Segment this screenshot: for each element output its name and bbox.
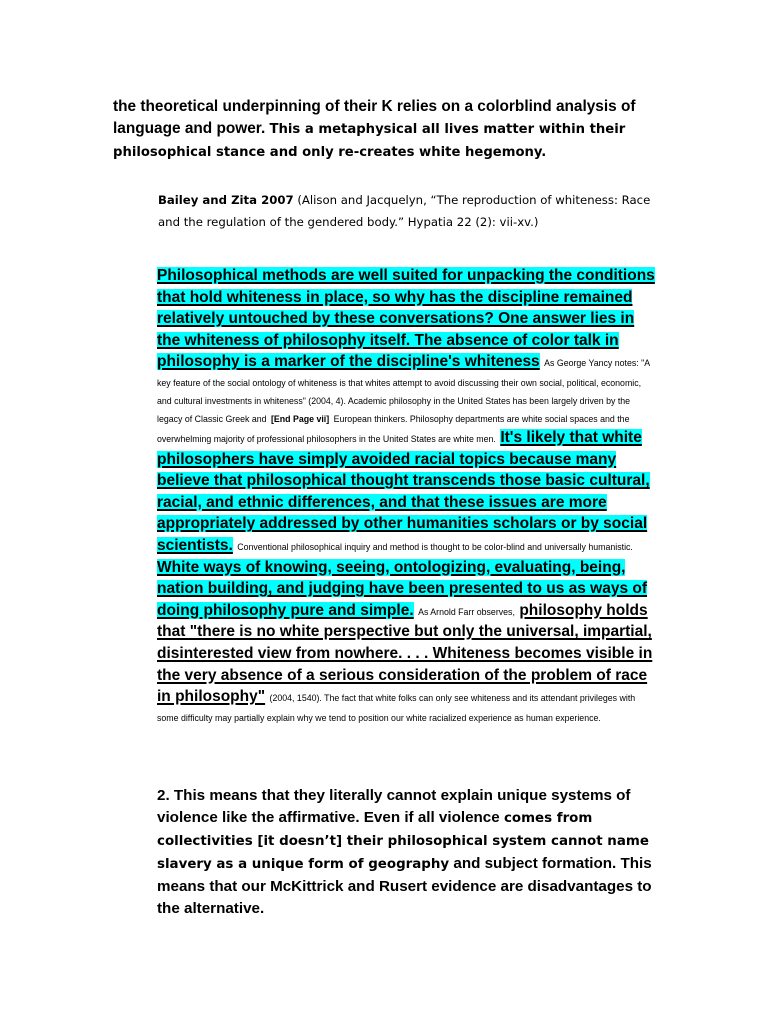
citation (158, 189, 658, 233)
citation-author: Bailey and Zita 2007 (158, 193, 294, 207)
small-text-4: (2004, 1540). The fact that white folks can only see whiteness and its attendant privileges with some difficulty may partially explain why we tend to position our white racialized experience as human experience. (157, 693, 636, 723)
card-body (157, 265, 657, 726)
small-text-1b: European thinkers. Philosophy departments are white social spaces and the overwhelming majority of professional philosophers in the United States are white men. (157, 413, 630, 444)
evidence-card (157, 265, 657, 726)
highlight-3: White ways of knowing, seeing, ontologizing, evaluating, being, nation building, and judging have been presented to us as ways of doing philosophy pure and simple. (157, 558, 648, 619)
highlight-2: It's likely that white philosophers have simply avoided racial topics because many believe that philosophical thought transcends those basic cultural, racial, and ethnic differences, and that these issues are more appropriately addressed by other humanities scholars or by social scientists. (157, 428, 650, 554)
citation-details: (Alison and Jacquelyn, “The reproduction of whiteness: Race and the regulation of the gendered body.” Hypatia 22 (2): vii-xv.) (158, 193, 651, 229)
highlight-1: Philosophical methods are well suited for unpacking the conditions that hold whiteness in place, so why has the discipline remained relatively untouched by these conversations? One answer lies in the whiteness of philosophy itself. The absence of color talk in philosophy is a marker of the discipline's whiteness (157, 267, 655, 371)
intro-tag: This a metaphysical all lives matter within their philosophical stance and only re-creates white hegemony. (113, 122, 626, 160)
point-two-b: comes from collectivities [it doesn’t] their philosophical system cannot name slavery as a unique form of geography (157, 811, 649, 872)
point-two-c: and subject formation. This means that our McKittrick and Rusert evidence are disadvantages to the alternative. (157, 855, 652, 917)
page-marker: [End Page vii] (270, 413, 330, 424)
point-two-a: 2. This means that they literally cannot explain unique systems of violence like the affirmative. Even if all violence (157, 787, 631, 826)
underlined-quote: philosophy holds that "there is no white perspective but only the universal, impartial, disinterested view from nowhere. . . . Whiteness becomes visible in the very absence of a serious consideration of the problem of race in philosophy" (157, 601, 653, 706)
small-text-1: As George Yancy notes: "A key feature of the social ontology of whiteness is that whites attempt to avoid discussing their own social, political, economic, and cultural investments in whiteness" (2004, 4). Academic philosophy in the United States has been largely driven by the legacy of Classic Greek and (157, 358, 650, 424)
small-text-3: As Arnold Farr observes, (418, 606, 515, 617)
intro-paragraph (113, 96, 653, 164)
point-two-paragraph (157, 785, 662, 920)
small-text-2: Conventional philosophical inquiry and method is thought to be color-blind and universally humanistic. (237, 541, 633, 552)
intro-claim: the theoretical underpinning of their K relies on a colorblind analysis of language and power. (113, 98, 636, 137)
